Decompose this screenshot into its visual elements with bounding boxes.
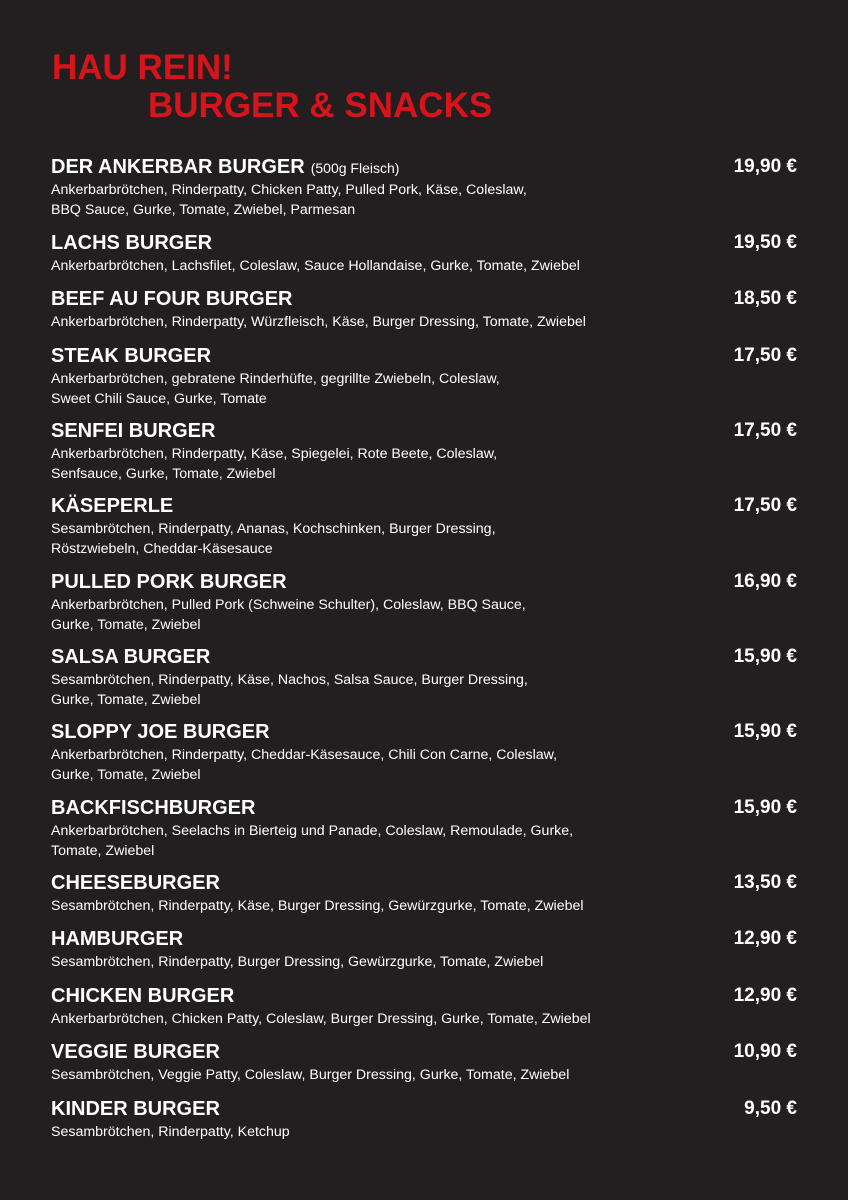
item-description: Ankerbarbrötchen, gebratene Rinderhüfte, gegrillte Zwiebeln, Coleslaw, Sweet Chili Sauce, Gurke, Tomate — [51, 371, 500, 407]
item-description: Ankerbarbrötchen, Rinderpatty, Käse, Spiegelei, Rote Beete, Coleslaw, Senfsauce, Gurke, Tomate, Zwiebel — [51, 446, 498, 482]
menu-item — [51, 870, 797, 916]
item-name: HAMBURGER — [51, 928, 184, 950]
menu-item — [51, 1039, 797, 1085]
item-description: Sesambrötchen, Rinderpatty, Käse, Nachos, Salsa Sauce, Burger Dressing, Gurke, Tomate, Zwiebel — [51, 672, 528, 708]
item-name: LACHS BURGER — [51, 232, 213, 254]
menu-item — [51, 644, 797, 710]
menu-item — [51, 569, 797, 635]
item-price: 19,50 € — [733, 232, 797, 253]
menu-item — [51, 493, 797, 559]
item-price: 10,90 € — [733, 1041, 797, 1062]
item-description: Ankerbarbrötchen, Seelachs in Bierteig und Panade, Coleslaw, Remoulade, Gurke, Tomate, Zwiebel — [51, 823, 574, 859]
item-price: 15,90 € — [733, 646, 797, 667]
item-description: Ankerbarbrötchen, Lachsfilet, Coleslaw, Sauce Hollandaise, Gurke, Tomate, Zwiebel — [51, 258, 580, 274]
item-description: Ankerbarbrötchen, Rinderpatty, Cheddar-Käsesauce, Chili Con Carne, Coleslaw, Gurke, Tomate, Zwiebel — [51, 747, 558, 783]
item-name: VEGGIE BURGER — [51, 1041, 220, 1063]
item-description: Ankerbarbrötchen, Pulled Pork (Schweine Schulter), Coleslaw, BBQ Sauce, Gurke, Tomate, Zwiebel — [51, 597, 526, 633]
menu-item — [51, 1096, 797, 1142]
menu-item — [51, 230, 797, 276]
item-price: 19,90 € — [733, 156, 797, 177]
item-name: CHICKEN BURGER — [51, 985, 235, 1007]
item-name: CHEESEBURGER — [51, 872, 220, 894]
item-name: BEEF AU FOUR BURGER — [51, 288, 293, 310]
item-name: BACKFISCHBURGER — [51, 797, 256, 819]
item-name: KÄSEPERLE — [51, 495, 174, 517]
item-description: Sesambrötchen, Veggie Patty, Coleslaw, Burger Dressing, Gurke, Tomate, Zwiebel — [51, 1067, 570, 1083]
item-note: (500g Fleisch) — [310, 160, 400, 176]
item-name: STEAK BURGER — [51, 345, 212, 367]
menu-item — [51, 286, 797, 332]
menu-item — [51, 719, 797, 785]
menu-subtitle: BURGER & SNACKS — [148, 86, 493, 125]
menu-item — [51, 795, 797, 861]
item-name: DER ANKERBAR BURGER (500g Fleisch) — [51, 156, 400, 178]
menu-item — [51, 343, 797, 409]
item-name: PULLED PORK BURGER — [51, 571, 287, 593]
item-price: 12,90 € — [733, 928, 797, 949]
item-description: Sesambrötchen, Rinderpatty, Ketchup — [51, 1124, 290, 1140]
menu-item — [51, 983, 797, 1029]
item-name: SENFEI BURGER — [51, 420, 216, 442]
menu-item — [51, 154, 797, 220]
item-description: Sesambrötchen, Rinderpatty, Burger Dressing, Gewürzgurke, Tomate, Zwiebel — [51, 954, 544, 970]
menu-item — [51, 418, 797, 484]
item-price: 16,90 € — [733, 571, 797, 592]
item-price: 15,90 € — [733, 797, 797, 818]
menu-item — [51, 926, 797, 972]
item-price: 15,90 € — [733, 721, 797, 742]
item-description: Sesambrötchen, Rinderpatty, Ananas, Kochschinken, Burger Dressing, Röstzwiebeln, Cheddar-Käsesauce — [51, 521, 496, 557]
item-name: SALSA BURGER — [51, 646, 211, 668]
item-description: Sesambrötchen, Rinderpatty, Käse, Burger Dressing, Gewürzgurke, Tomate, Zwiebel — [51, 898, 584, 914]
item-price: 18,50 € — [733, 288, 797, 309]
item-description: Ankerbarbrötchen, Chicken Patty, Coleslaw, Burger Dressing, Gurke, Tomate, Zwiebel — [51, 1011, 591, 1027]
item-description: Ankerbarbrötchen, Rinderpatty, Würzfleisch, Käse, Burger Dressing, Tomate, Zwiebel — [51, 314, 586, 330]
item-description: Ankerbarbrötchen, Rinderpatty, Chicken Patty, Pulled Pork, Käse, Coleslaw, BBQ Sauce, Gurke, Tomate, Zwiebel, Parmesan — [51, 182, 527, 218]
item-name: SLOPPY JOE BURGER — [51, 721, 270, 743]
item-price: 17,50 € — [733, 345, 797, 366]
item-price: 17,50 € — [733, 495, 797, 516]
item-price: 12,90 € — [733, 985, 797, 1006]
item-price: 17,50 € — [733, 420, 797, 441]
item-name: KINDER BURGER — [51, 1098, 220, 1120]
item-price: 13,50 € — [733, 872, 797, 893]
item-price: 9,50 € — [744, 1098, 797, 1119]
menu-title: HAU REIN! — [52, 48, 233, 87]
